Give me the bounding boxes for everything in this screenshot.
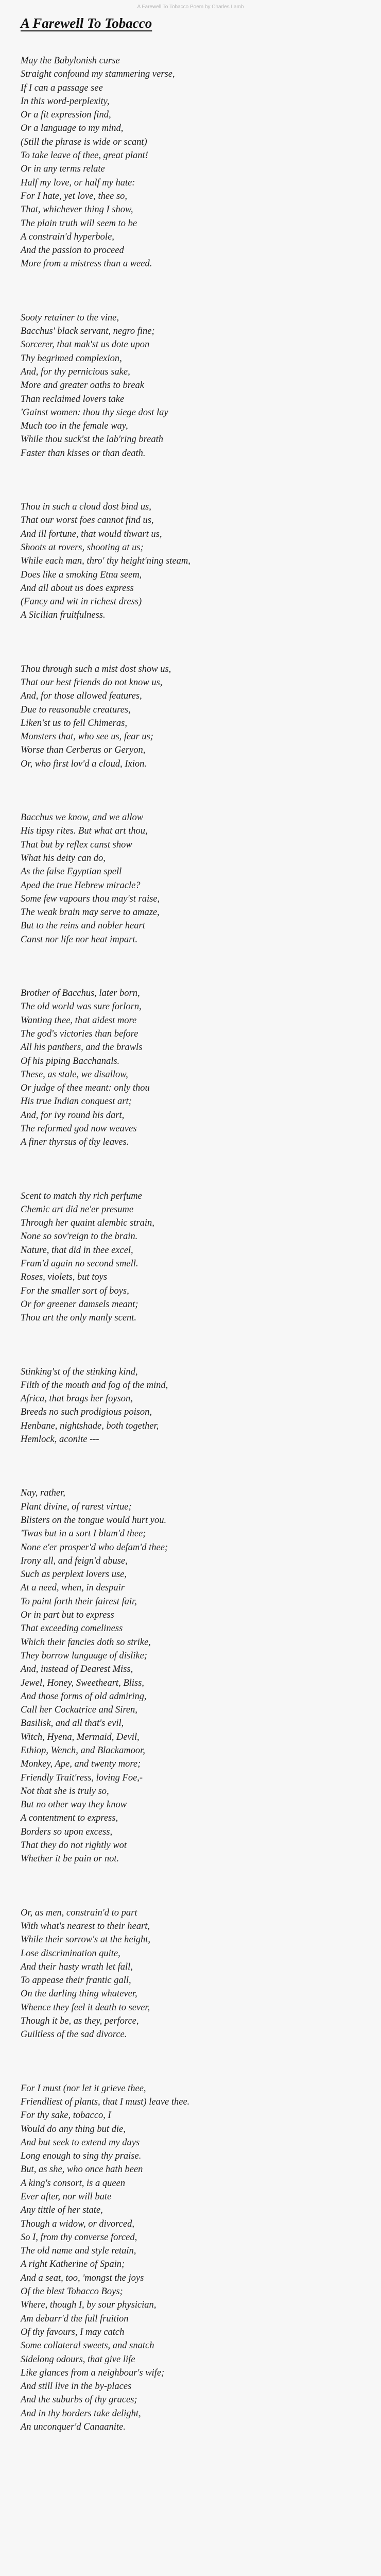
poem-line: Does like a smoking Etna seem, bbox=[21, 569, 142, 580]
poem-line: Thou in such a cloud dost bind us, bbox=[21, 502, 151, 513]
poem-line: Of the blest Tobacco Boys; bbox=[21, 2286, 123, 2297]
poem-line: Or judge of thee meant: only thou bbox=[21, 1083, 150, 1094]
poem-line: Through her quaint alembic strain, bbox=[21, 1218, 154, 1229]
poem-line: While each man, thro' thy height'ning steam, bbox=[21, 556, 190, 567]
poem-line: The old name and style retain, bbox=[21, 2246, 136, 2257]
poem-line: Friendly Trait'ress, loving Foe,- bbox=[21, 1772, 143, 1783]
stanza bbox=[21, 987, 360, 1149]
poem-line: Shoots at rovers, shooting at us; bbox=[21, 542, 144, 553]
poem-line: But, as she, who once hath been bbox=[21, 2164, 143, 2175]
poem-line: Irony all, and feign'd abuse, bbox=[21, 1555, 128, 1566]
poem-body bbox=[21, 54, 360, 2434]
poem-line: Friendliest of plants, that I must) leave thee. bbox=[21, 2096, 190, 2107]
poem-line: And but seek to extend my days bbox=[21, 2137, 140, 2148]
poem-line: Am debarr'd the full fruition bbox=[21, 2313, 129, 2324]
poem-line: The plain truth will seem to be bbox=[21, 218, 137, 229]
poem-line: Witch, Hyena, Mermaid, Devil, bbox=[21, 1732, 140, 1742]
poem-line: Chemic art did ne'er presume bbox=[21, 1204, 134, 1215]
poem-line: Or, who first lov'd a cloud, Ixion. bbox=[21, 758, 147, 769]
poem-line: Roses, violets, but toys bbox=[21, 1272, 108, 1283]
poem-line: And those forms of old admiring, bbox=[21, 1691, 147, 1702]
poem-line: Or for greener damsels meant; bbox=[21, 1299, 138, 1310]
stanza-gap bbox=[21, 2042, 360, 2082]
stanza-gap bbox=[21, 771, 360, 811]
poem-line: For thy sake, tobacco, I bbox=[21, 2110, 111, 2121]
poem-line: And, for thy pernicious sake, bbox=[21, 366, 130, 377]
poem-line: Nay, rather, bbox=[21, 1488, 65, 1499]
poem-line: Such as perplext lovers use, bbox=[21, 1569, 127, 1580]
poem-line: Like glances from a neighbour's wife; bbox=[21, 2367, 165, 2378]
poem-line: Breeds no such prodigious poison, bbox=[21, 1407, 152, 1418]
poem-line: If I can a passage see bbox=[21, 82, 103, 93]
poem-line: And, for those allowed features, bbox=[21, 691, 142, 702]
poem-title: A Farewell To Tobacco bbox=[21, 15, 152, 31]
poem-line: Bacchus we know, and we allow bbox=[21, 812, 144, 823]
poem-line: These, as stale, we disallow, bbox=[21, 1069, 128, 1080]
poem-line: Thy begrimed complexion, bbox=[21, 353, 122, 364]
stanza-gap bbox=[21, 946, 360, 987]
poem-line: All his panthers, and the brawls bbox=[21, 1042, 143, 1053]
poem-line: But no other way they know bbox=[21, 1800, 127, 1810]
stanza-gap bbox=[21, 1446, 360, 1486]
poem-line: Call her Cockatrice and Siren, bbox=[21, 1705, 137, 1716]
poem-line: As the false Egyptian spell bbox=[21, 867, 122, 877]
poem-line: Liken'st us to fell Chimeras, bbox=[21, 718, 127, 728]
poem-line: And ill fortune, that would thwart us, bbox=[21, 529, 162, 539]
poem-line: Half my love, or half my hate: bbox=[21, 177, 135, 188]
poem-line: 'Twas but in a sort I blam'd thee; bbox=[21, 1529, 146, 1539]
poem-line: With what's nearest to their heart, bbox=[21, 1921, 150, 1931]
poem-line: Than reclaimed lovers take bbox=[21, 394, 125, 404]
poem-line: Monsters that, who see us, fear us; bbox=[21, 732, 153, 742]
poem-line: Nature, that did in thee excel, bbox=[21, 1245, 133, 1256]
poem-line: Canst nor life nor heat impart. bbox=[21, 934, 138, 945]
poem-line: In this word-perplexity, bbox=[21, 96, 110, 107]
stanza-gap bbox=[21, 1866, 360, 1906]
poem-line: That our worst foes cannot find us, bbox=[21, 515, 154, 526]
poem-line: Sidelong odours, that give life bbox=[21, 2354, 135, 2365]
poem-line: His tipsy rites. But what art thou, bbox=[21, 826, 148, 837]
poem-line: Sooty retainer to the vine, bbox=[21, 312, 119, 323]
poem-line: Whether it be pain or not. bbox=[21, 1854, 119, 1865]
poem-line: And, for ivy round his dart, bbox=[21, 1110, 125, 1121]
poem-line: That, whichever thing I show, bbox=[21, 205, 133, 215]
poem-line: Plant divine, of rarest virtue; bbox=[21, 1501, 132, 1512]
poem-line: On the darling thing whatever, bbox=[21, 1989, 137, 1999]
poem-line: Sorcerer, that mak'st us dote upon bbox=[21, 340, 150, 350]
poem-line: For the smaller sort of boys, bbox=[21, 1285, 129, 1296]
poem-line: Of thy favours, I may catch bbox=[21, 2327, 125, 2337]
poem-line: To take leave of thee, great plant! bbox=[21, 150, 148, 161]
poem-line: They borrow language of dislike; bbox=[21, 1650, 147, 1661]
poem-line: And their hasty wrath let fall, bbox=[21, 1961, 133, 1972]
poem-line: And in thy borders take delight, bbox=[21, 2408, 141, 2419]
poem-line: And, instead of Dearest Miss, bbox=[21, 1664, 133, 1675]
stanza bbox=[21, 2082, 360, 2434]
poem-line: Lose discrimination quite, bbox=[21, 1948, 120, 1959]
poem-line: Though a widow, or divorced, bbox=[21, 2218, 134, 2229]
poem-line: Africa, that brags her foyson, bbox=[21, 1394, 133, 1404]
poem-line: More and greater oaths to break bbox=[21, 380, 144, 391]
stanza bbox=[21, 311, 360, 460]
poem-line: That exceeding comeliness bbox=[21, 1623, 123, 1634]
poem-line: A contentment to express, bbox=[21, 1813, 118, 1824]
poem-line: So I, from thy converse forced, bbox=[21, 2232, 137, 2243]
poem-line: While their sorrow's at the height, bbox=[21, 1935, 150, 1945]
poem-line: Or in any terms relate bbox=[21, 164, 105, 175]
stanza bbox=[21, 54, 360, 271]
poem-line: At a need, when, in despair bbox=[21, 1583, 125, 1594]
poem-line: What his deity can do, bbox=[21, 853, 106, 863]
poem-line: Whence they feel it death to sever, bbox=[21, 2002, 150, 2013]
poem-line: A Sicilian fruitfulness. bbox=[21, 610, 106, 621]
stanza bbox=[21, 500, 360, 622]
poem-line: None e'er prosper'd who defam'd thee; bbox=[21, 1542, 168, 1553]
poem-line: For I hate, yet love, thee so, bbox=[21, 191, 128, 201]
poem-line: Henbane, nightshade, both together, bbox=[21, 1420, 159, 1431]
poem-line: Which their fancies doth so strike, bbox=[21, 1637, 151, 1648]
poem-line: Bacchus' black servant, negro fine; bbox=[21, 326, 155, 337]
poem-line: The weak brain may serve to amaze, bbox=[21, 907, 160, 918]
poem-line: Fram'd again no second smell. bbox=[21, 1259, 138, 1269]
poem-line: The old world was sure forlorn, bbox=[21, 1002, 142, 1012]
poem-line: Straight confound my stammering verse, bbox=[21, 69, 175, 80]
poem-line: Thou through such a mist dost show us, bbox=[21, 664, 171, 674]
stanza-gap bbox=[21, 622, 360, 663]
poem-line: Much too in the female way, bbox=[21, 421, 128, 432]
poem-line: A constrain'd hyperbole, bbox=[21, 231, 114, 242]
stanza bbox=[21, 1190, 360, 1325]
stanza bbox=[21, 811, 360, 946]
poem-line: Where, though I, by sour physician, bbox=[21, 2300, 157, 2311]
poem-line: Filth of the mouth and fog of the mind, bbox=[21, 1380, 168, 1391]
poem-line: Or a fit expression find, bbox=[21, 110, 111, 121]
poem-line: A right Katherine of Spain; bbox=[21, 2259, 125, 2270]
poem-line: Or a language to my mind, bbox=[21, 123, 124, 134]
poem-line: May the Babylonish curse bbox=[21, 56, 120, 66]
poem-line: 'Gainst women: thou thy siege dost lay bbox=[21, 407, 168, 418]
poem-line: An unconquer'd Canaanite. bbox=[21, 2422, 126, 2433]
poem-line: Long enough to sing thy praise. bbox=[21, 2151, 142, 2162]
poem-line: That but by reflex canst show bbox=[21, 839, 132, 850]
stanza bbox=[21, 1365, 360, 1447]
header-caption: A Farewell To Tobacco Poem by Charles Lamb bbox=[137, 4, 244, 10]
poem-line: (Still the phrase is wide or scant) bbox=[21, 137, 147, 147]
poem-line: None so sov'reign to the brain. bbox=[21, 1231, 138, 1242]
poem-line: While thou suck'st the lab'ring breath bbox=[21, 434, 163, 445]
poem-line: Hemlock, aconite --- bbox=[21, 1434, 99, 1445]
stanza-gap bbox=[21, 271, 360, 311]
poem-line: Brother of Bacchus, later born, bbox=[21, 988, 140, 999]
poem-line: And the passion to proceed bbox=[21, 245, 124, 256]
poem-line: To paint forth their fairest fair, bbox=[21, 1596, 137, 1607]
poem-line: Some collateral sweets, and snatch bbox=[21, 2341, 154, 2351]
poem-line: Monkey, Ape, and twenty more; bbox=[21, 1759, 141, 1770]
poem-line: Aped the true Hebrew miracle? bbox=[21, 880, 141, 891]
poem-line: That they do not rightly wot bbox=[21, 1840, 127, 1851]
poem-line: The reformed god now weaves bbox=[21, 1124, 137, 1134]
stanza bbox=[21, 1906, 360, 2042]
poem-line: A finer thyrsus of thy leaves. bbox=[21, 1137, 129, 1148]
poem-line: Wanting thee, that aidest more bbox=[21, 1015, 137, 1026]
stanza-gap bbox=[21, 1325, 360, 1365]
poem-line: Not that she is truly so, bbox=[21, 1786, 109, 1797]
poem-line: Ever after, nor will bate bbox=[21, 2192, 112, 2202]
poem-line: Borders so upon excess, bbox=[21, 1826, 113, 1837]
poem-line: Of his piping Bacchanals. bbox=[21, 1056, 120, 1066]
poem-line: For I must (nor let it grieve thee, bbox=[21, 2083, 146, 2094]
poem-line: More from a mistress than a weed. bbox=[21, 259, 152, 269]
stanza bbox=[21, 1486, 360, 1866]
stanza-gap bbox=[21, 1149, 360, 1190]
poem-line: That our best friends do not know us, bbox=[21, 677, 163, 688]
poem-line: And the suburbs of thy graces; bbox=[21, 2395, 137, 2405]
poem-line: Would do any thing but die, bbox=[21, 2124, 126, 2134]
poem-line: Some few vapours thou may'st raise, bbox=[21, 893, 160, 904]
poem-line: Worse than Cerberus or Geryon, bbox=[21, 745, 146, 756]
poem-line: And a seat, too, 'mongst the joys bbox=[21, 2273, 144, 2283]
stanza bbox=[21, 663, 360, 771]
poem-line: Any tittle of her state, bbox=[21, 2205, 103, 2216]
poem-line: Ethiop, Wench, and Blackamoor, bbox=[21, 1745, 145, 1756]
poem-line: And all about us does express bbox=[21, 583, 134, 594]
poem-line: Due to reasonable creatures, bbox=[21, 704, 131, 715]
poem-line: Blisters on the tongue would hurt you. bbox=[21, 1515, 167, 1526]
poem-line: Faster than kisses or than death. bbox=[21, 448, 146, 459]
poem-line: Scent to match thy rich perfume bbox=[21, 1191, 142, 1201]
poem-line: The god's victories than before bbox=[21, 1028, 138, 1039]
poem-line: But to the reins and nobler heart bbox=[21, 921, 145, 931]
poem-line: (Fancy and wit in richest dress) bbox=[21, 597, 142, 607]
poem-line: Basilisk, and all that's evil, bbox=[21, 1718, 124, 1729]
poem-line: Guiltless of the sad divorce. bbox=[21, 2029, 127, 2040]
poem-line: To appease their frantic gall, bbox=[21, 1975, 131, 1986]
poem-line: A king's consort, is a queen bbox=[21, 2178, 125, 2189]
poem-line: Stinking'st of the stinking kind, bbox=[21, 1366, 138, 1377]
stanza-gap bbox=[21, 460, 360, 500]
poem-line: Thou art the only manly scent. bbox=[21, 1313, 137, 1324]
poem-line: Though it be, as they, perforce, bbox=[21, 2016, 139, 2027]
poem-line: And still live in the by-places bbox=[21, 2381, 132, 2392]
poem-line: Jewel, Honey, Sweetheart, Bliss, bbox=[21, 1677, 144, 1688]
poem-line: His true Indian conquest art; bbox=[21, 1096, 132, 1107]
poem-line: Or in part but to express bbox=[21, 1610, 114, 1621]
poem-line: Or, as men, constrain'd to part bbox=[21, 1907, 137, 1918]
